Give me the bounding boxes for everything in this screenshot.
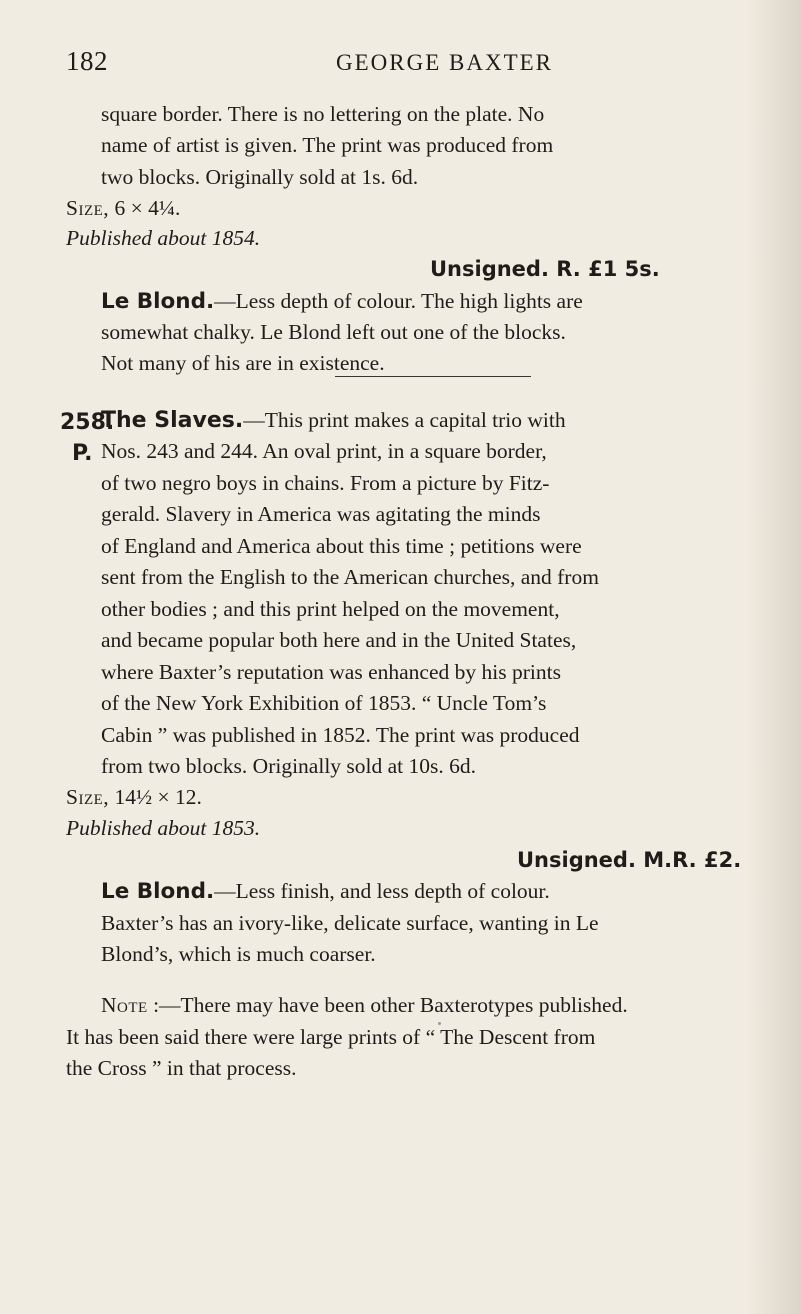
size-label: Size, (66, 785, 110, 809)
leblond-line (101, 291, 583, 313)
body-line: gerald. Slavery in America was agitating the minds (101, 502, 541, 526)
body-line: other bodies ; and this print helped on the movement, (101, 597, 560, 621)
size-value: 14½ × 12. (114, 785, 202, 809)
valuation-line: Unsigned. R. £1 5s. (430, 257, 660, 281)
body-line: of the New York Exhibition of 1853. “ Uncle Tom’s (101, 691, 547, 715)
size-value: 6 × 4¼. (114, 196, 181, 220)
size-label: Size, (66, 196, 110, 220)
body-line: where Baxter’s reputation was enhanced by his prints (101, 660, 561, 684)
body-line: the Cross ” in that process. (66, 1056, 297, 1080)
note-label: Note (101, 993, 148, 1017)
body-line: Nos. 243 and 244. An oval print, in a square border, (101, 439, 547, 463)
size-line (66, 787, 202, 809)
entry-title: The Slaves. (101, 408, 244, 433)
leblond-heading: Le Blond. (101, 289, 215, 314)
section-divider (335, 376, 531, 377)
body-line: somewhat chalky. Le Blond left out one of the blocks. (101, 320, 566, 344)
body-line: Blond’s, which is much coarser. (101, 942, 376, 966)
size-line (66, 198, 180, 220)
body-line: name of artist is given. The print was produced from (101, 133, 554, 157)
leblond-text: —Less depth of colour. The high lights are (214, 289, 583, 313)
body-line: square border. There is no lettering on the plate. No (101, 102, 545, 126)
body-line: Cabin ” was published in 1852. The print was produced (101, 723, 580, 747)
body-line: It has been said there were large prints of “ The Descent from (66, 1025, 596, 1049)
page-number: 182 (66, 46, 108, 76)
paper-speck (438, 1022, 441, 1025)
body-line: of England and America about this time ; petitions were (101, 534, 582, 558)
body-line: of two negro boys in chains. From a picture by Fitz- (101, 471, 550, 495)
running-title: GEORGE BAXTER (336, 50, 554, 75)
body-line: two blocks. Originally sold at 1s. 6d. (101, 165, 419, 189)
body-line: and became popular both here and in the United States, (101, 628, 577, 652)
published-line: Published about 1853. (66, 816, 261, 840)
body-line: from two blocks. Originally sold at 10s. 6d. (101, 754, 477, 778)
entry-first-line: —This print makes a capital trio with (243, 408, 566, 432)
note-text: :—There may have been other Baxterotypes published. (147, 993, 628, 1017)
body-line: sent from the English to the American churches, and from (101, 565, 599, 589)
published-line: Published about 1854. (66, 226, 261, 250)
note-line (101, 995, 628, 1017)
body-line: Baxter’s has an ivory-like, delicate surface, wanting in Le (101, 911, 599, 935)
entry-marker: P. (72, 441, 93, 466)
leblond-line (101, 881, 550, 903)
entry-number: 258. (60, 410, 115, 435)
valuation-line: Unsigned. M.R. £2. (517, 848, 742, 872)
leblond-heading: Le Blond. (101, 879, 215, 904)
body-line: Not many of his are in existence. (101, 351, 385, 375)
entry-title-line (101, 410, 566, 432)
leblond-text: —Less finish, and less depth of colour. (214, 879, 550, 903)
